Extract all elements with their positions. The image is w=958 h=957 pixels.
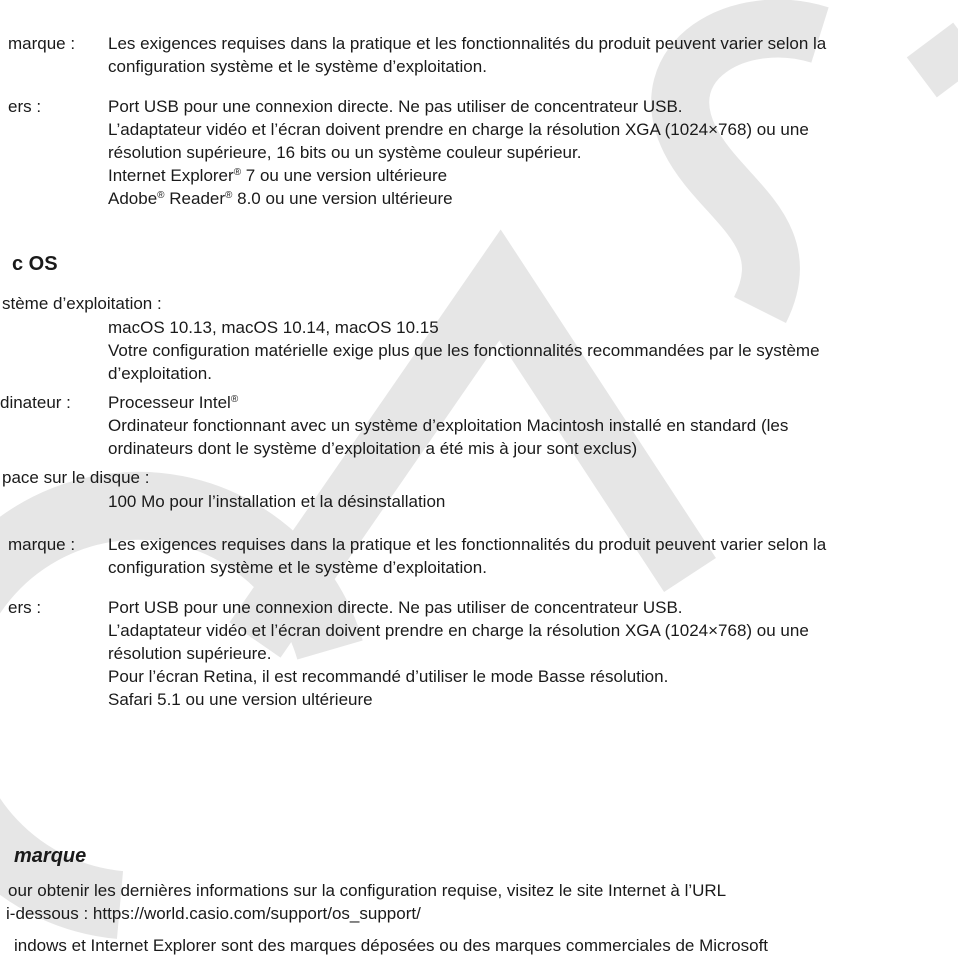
text-line: L’adaptateur vidéo et l’écran doivent prendre en charge la résolution XGA (1024×768) ou une <box>108 621 809 640</box>
text-line: macOS 10.13, macOS 10.14, macOS 10.15 <box>108 318 439 337</box>
mac-other-text <box>108 596 954 711</box>
text-line: Les exigences requises dans la pratique et les fonctionnalités du produit peuvent varier selon la <box>108 34 827 53</box>
text-line: L’adaptateur vidéo et l’écran doivent prendre en charge la résolution XGA (1024×768) ou une <box>108 120 809 139</box>
text-line: d’exploitation. <box>108 364 212 383</box>
text-line: Les exigences requises dans la pratique et les fonctionnalités du produit peuvent varier selon la <box>108 535 827 554</box>
mac-computer-label: dinateur : <box>0 393 71 412</box>
mac-disk-label: pace sur le disque : <box>2 468 150 487</box>
text-line: Votre configuration matérielle exige plus que les fonctionnalités recommandées par le système <box>108 341 820 360</box>
top-other-label: ers : <box>8 97 42 116</box>
text-line: résolution supérieure. <box>108 644 272 663</box>
top-remark-label: marque : <box>8 34 76 53</box>
note-line-2: i-dessous : https://world.casio.com/support/os_support/ <box>6 904 421 923</box>
mac-os-label: stème d’exploitation : <box>2 294 162 313</box>
cpu-requirement: Processeur Intel® <box>108 393 239 412</box>
text-line: Port USB pour une connexion directe. Ne pas utiliser de concentrateur USB. <box>108 598 683 617</box>
text-line: 100 Mo pour l’installation et la désinstallation <box>108 492 446 511</box>
text-line: configuration système et le système d’exploitation. <box>108 558 487 577</box>
mac-remark-text <box>108 533 954 579</box>
mac-os-text <box>108 316 954 385</box>
text-line: Pour l’écran Retina, il est recommandé d’utiliser le mode Basse résolution. <box>108 667 669 686</box>
text-line: ordinateurs dont le système d’exploitation a été mis à jour sont exclus) <box>108 439 638 458</box>
top-other-text <box>108 95 954 210</box>
mac-disk-text <box>108 490 954 513</box>
text-line: Ordinateur fonctionnant avec un système d’exploitation Macintosh installé en standard (les <box>108 416 789 435</box>
ie-requirement: Internet Explorer® 7 ou une version ultérieure <box>108 166 448 185</box>
text-line: configuration système et le système d’exploitation. <box>108 57 487 76</box>
mac-computer-text <box>108 391 954 460</box>
mac-other-label: ers : <box>8 598 42 617</box>
top-remark-text <box>108 32 954 78</box>
text-line: Safari 5.1 ou une version ultérieure <box>108 690 373 709</box>
mac-remark-label: marque : <box>8 535 76 554</box>
adobe-requirement: Adobe® Reader® 8.0 ou une version ultérieure <box>108 189 453 208</box>
mac-os-heading: c OS <box>12 253 58 275</box>
text-line: résolution supérieure, 16 bits ou un système couleur supérieur. <box>108 143 582 162</box>
note-line-3: indows et Internet Explorer sont des marques déposées ou des marques commerciales de Microsoft <box>14 936 769 955</box>
note-line-1: our obtenir les dernières informations sur la configuration requise, visitez le site Internet à l’URL <box>8 881 727 900</box>
note-heading: marque <box>14 845 87 867</box>
text-line: Port USB pour une connexion directe. Ne pas utiliser de concentrateur USB. <box>108 97 683 116</box>
